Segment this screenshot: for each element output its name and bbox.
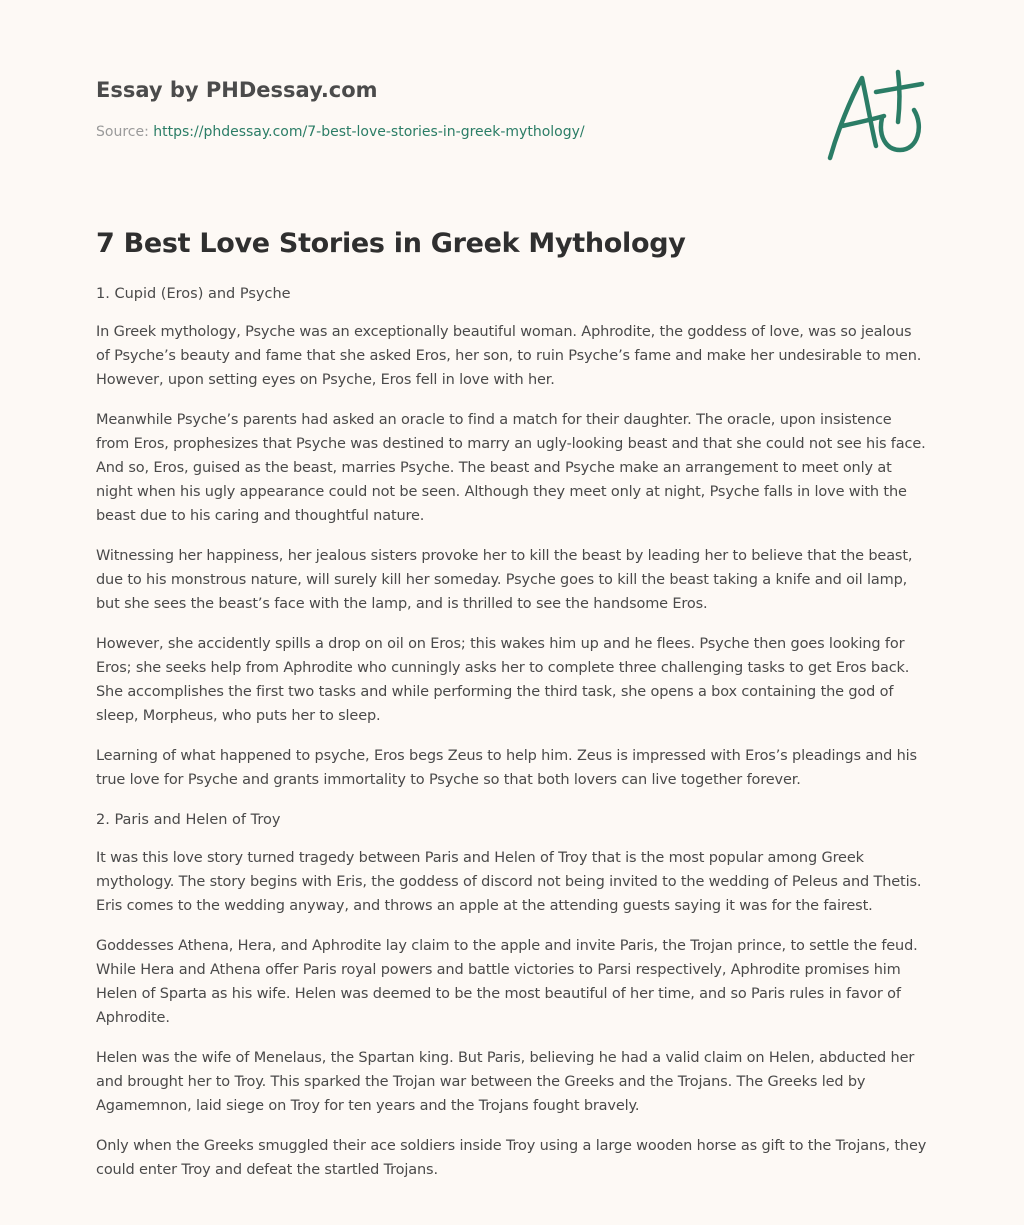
article — [96, 226, 928, 1198]
source-label: Source: — [96, 124, 154, 140]
article-title: 7 Best Love Stories in Greek Mythology — [96, 228, 686, 259]
source-link[interactable]: https://phdessay.com/7-best-love-stories-in-greek-mythology/ — [153, 124, 585, 140]
brand-title: Essay by PHDessay.com — [96, 78, 378, 102]
paragraph: In Greek mythology, Psyche was an exceptionally beautiful woman. Aphrodite, the goddess of love, was so jealous of Psyche’s beauty and fame that she asked Eros, her son, to ruin Psyche’s fame and make her undesirable to men. However, upon setting eyes on Psyche, Eros fell in love with her. — [96, 324, 922, 388]
a-plus-icon — [820, 68, 930, 164]
paragraph: It was this love story turned tragedy between Paris and Helen of Troy that is the most popular among Greek mythology. The story begins with Eris, the goddess of discord not being invited to the wedding of Peleus and Thetis. Eris comes to the wedding anyway, and throws an apple at the attending guests saying it was for the fairest. — [96, 850, 922, 914]
paragraph: Helen was the wife of Menelaus, the Spartan king. But Paris, believing he had a valid claim on Helen, abducted her and brought her to Troy. This sparked the Trojan war between the Greeks and the Trojans. The Greeks led by Agamemnon, laid siege on Troy for ten years and the Trojans fought bravely. — [96, 1050, 915, 1114]
paragraph: Learning of what happened to psyche, Eros begs Zeus to help him. Zeus is impressed with Eros’s pleadings and his true love for Psyche and grants immortality to Psyche so that both lovers can live together forever. — [96, 748, 917, 788]
section-heading: 1. Cupid (Eros) and Psyche — [96, 286, 291, 302]
paragraph: Only when the Greeks smuggled their ace soldiers inside Troy using a large wooden horse as gift to the Trojans, they could enter Troy and defeat the startled Trojans. — [96, 1138, 927, 1178]
paragraph: Meanwhile Psyche’s parents had asked an oracle to find a match for their daughter. The oracle, upon insistence from Eros, prophesizes that Psyche was destined to marry an ugly-looking beast and that she could not see his face. And so, Eros, guised as the beast, marries Psyche. The beast and Psyche make an arrangement to meet only at night when his ugly appearance could not be seen. Although they meet only at night, Psyche falls in love with the beast due to his caring and thoughtful nature. — [96, 412, 926, 524]
paragraph: However, she accidently spills a drop on oil on Eros; this wakes him up and he flees. Psyche then goes looking for Eros; she seeks help from Aphrodite who cunningly asks her to complete three challenging tasks to get Eros back. She accomplishes the first two tasks and while performing the third task, she opens a box containing the god of sleep, Morpheus, who puts her to sleep. — [96, 636, 910, 724]
paragraph: Goddesses Athena, Hera, and Aphrodite lay claim to the apple and invite Paris, the Trojan prince, to settle the feud. While Hera and Athena offer Paris royal powers and battle victories to Parsi respectively, Aphrodite promises him Helen of Sparta as his wife. Helen was deemed to be the most beautiful of her time, and so Paris rules in favor of Aphrodite. — [96, 938, 918, 1026]
source-line — [96, 124, 585, 140]
paragraph: Witnessing her happiness, her jealous sisters provoke her to kill the beast by leading her to believe that the beast, due to his monstrous nature, will surely kill her someday. Psyche goes to kill the beast taking a knife and oil lamp, but she sees the beast’s face with the lamp, and is thrilled to see the handsome Eros. — [96, 548, 913, 612]
section-heading: 2. Paris and Helen of Troy — [96, 812, 281, 828]
header — [96, 76, 928, 140]
